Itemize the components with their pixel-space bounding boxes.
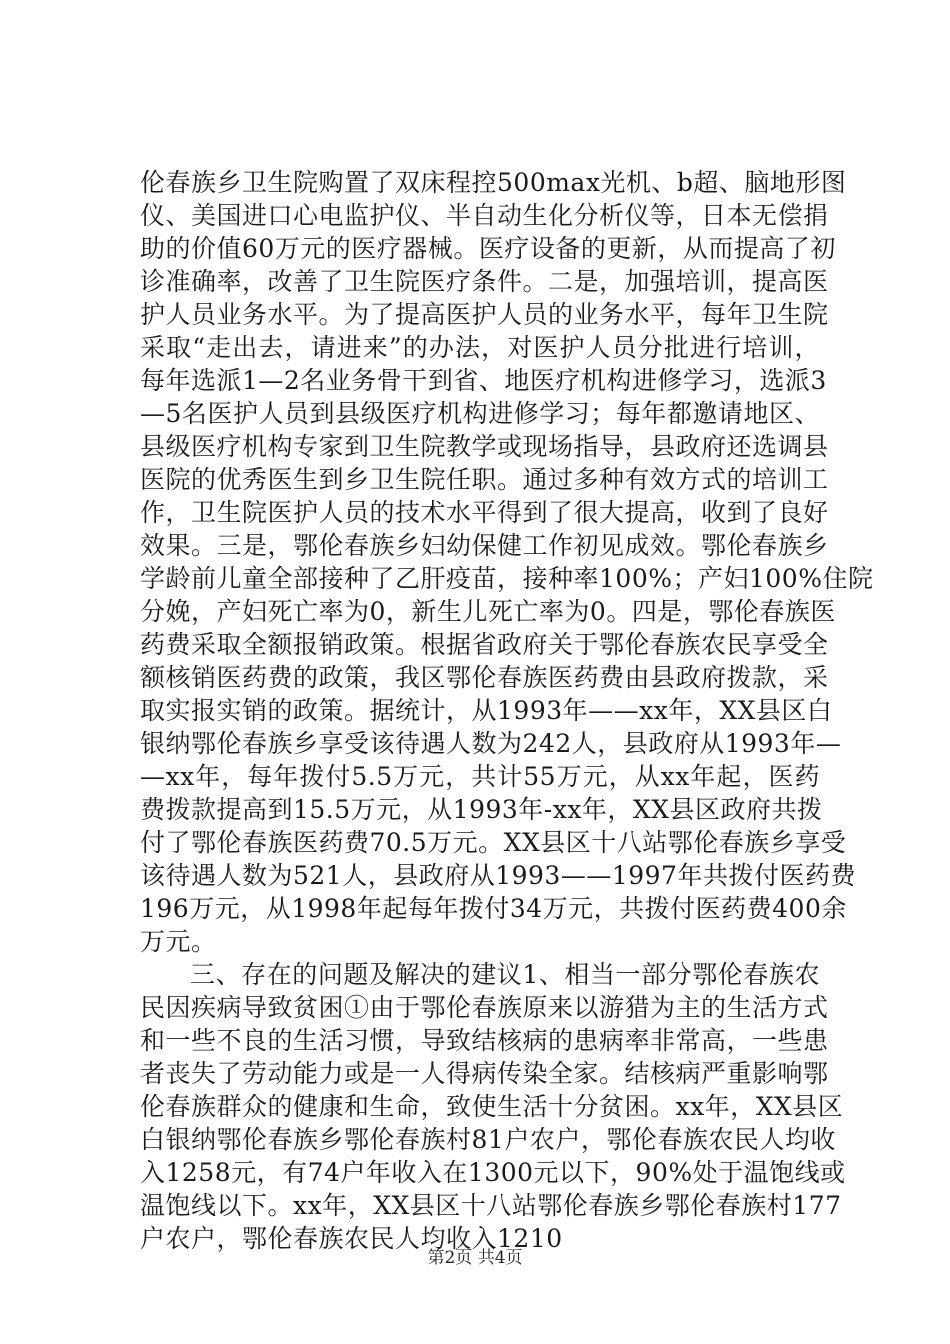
text-line: 诊准确率，改善了卫生院医疗条件。二是，加强培训，提高医 bbox=[140, 267, 829, 296]
text-line: 医院的优秀医生到乡卫生院任职。通过多种有效方式的培训工 bbox=[140, 465, 829, 494]
text-line: 白银纳鄂伦春族乡鄂伦春族村81户农户，鄂伦春族农民人均收 bbox=[140, 1125, 836, 1154]
text-line: 户农户，鄂伦春族农民人均收入1210 bbox=[140, 1224, 563, 1253]
text-line: 者丧失了劳动能力或是一人得病传染全家。结核病严重影响鄂 bbox=[140, 1059, 829, 1088]
page-footer: 第2页 共4页 bbox=[427, 1248, 523, 1268]
text-line: 民因疾病导致贫困①由于鄂伦春族原来以游猎为主的生活方式 bbox=[140, 993, 829, 1022]
text-line: 每年选派1—2名业务骨干到省、地医疗机构进修学习，选派3 bbox=[140, 366, 827, 395]
text-line: 分娩，产妇死亡率为0，新生儿死亡率为0。四是，鄂伦春族医 bbox=[140, 597, 836, 626]
text-line: 入1258元，有74户年收入在1300元以下，90%处于温饱线或 bbox=[140, 1158, 846, 1187]
paragraph bbox=[140, 166, 874, 958]
text-line: 效果。三是，鄂伦春族乡妇幼保健工作初见成效。鄂伦春族乡 bbox=[140, 531, 829, 560]
text-line: 助的价值60万元的医疗器械。医疗设备的更新，从而提高了初 bbox=[140, 234, 836, 263]
text-line: 银纳鄂伦春族乡享受该待遇人数为242人，县政府从1993年— bbox=[140, 729, 842, 758]
text-line: 县级医疗机构专家到卫生院教学或现场指导，县政府还选调县 bbox=[140, 432, 829, 461]
text-line: 药费采取全额报销政策。根据省政府关于鄂伦春族农民享受全 bbox=[140, 630, 829, 659]
text-line: 温饱线以下。xx年，XX县区十八站鄂伦春族乡鄂伦春族村177 bbox=[140, 1191, 842, 1220]
text-line: 付了鄂伦春族医药费70.5万元。XX县区十八站鄂伦春族乡享受 bbox=[140, 828, 847, 857]
text-line: —xx年，每年拨付5.5万元，共计55万元，从xx年起，医药 bbox=[140, 762, 820, 791]
text-line: 费拨款提高到15.5万元，从1993年-xx年，XX县区政府共拨 bbox=[140, 795, 823, 824]
text-line: 该待遇人数为521人，县政府从1993——1997年共拨付医药费 bbox=[140, 861, 856, 890]
text-line: 采取“走出去，请进来”的办法，对医护人员分批进行培训， bbox=[140, 333, 820, 362]
text-line: 仪、美国进口心电监护仪、半自动生化分析仪等，日本无偿捐 bbox=[140, 201, 829, 230]
text-line: 三、存在的问题及解决的建议1、相当一部分鄂伦春族农 bbox=[190, 960, 820, 989]
text-line: 护人员业务水平。为了提高医护人员的业务水平，每年卫生院 bbox=[140, 300, 829, 329]
text-line: 额核销医药费的政策，我区鄂伦春族医药费由县政府拨款，采 bbox=[140, 663, 829, 692]
text-line: 学龄前儿童全部接种了乙肝疫苗，接种率100%；产妇100%住院 bbox=[140, 564, 874, 593]
text-line: 和一些不良的生活习惯，导致结核病的患病率非常高，一些患 bbox=[140, 1026, 829, 1055]
text-line: 196万元，从1998年起每年拨付34万元，共拨付医药费400余 bbox=[140, 894, 847, 923]
text-line: 万元。 bbox=[140, 927, 217, 956]
text-line: 伦春族群众的健康和生命，致使生活十分贫困。xx年，XX县区 bbox=[140, 1092, 844, 1121]
text-line: 取实报实销的政策。据统计，从1993年——xx年，XX县区白 bbox=[140, 696, 833, 725]
document-body bbox=[140, 166, 874, 1255]
paragraph bbox=[140, 958, 846, 1255]
text-line: —5名医护人员到县级医疗机构进修学习；每年都邀请地区、 bbox=[140, 399, 820, 428]
text-line: 作，卫生院医护人员的技术水平得到了很大提高，收到了良好 bbox=[140, 498, 829, 527]
text-line: 伦春族乡卫生院购置了双床程控500max光机、b超、脑地形图 bbox=[140, 168, 847, 197]
